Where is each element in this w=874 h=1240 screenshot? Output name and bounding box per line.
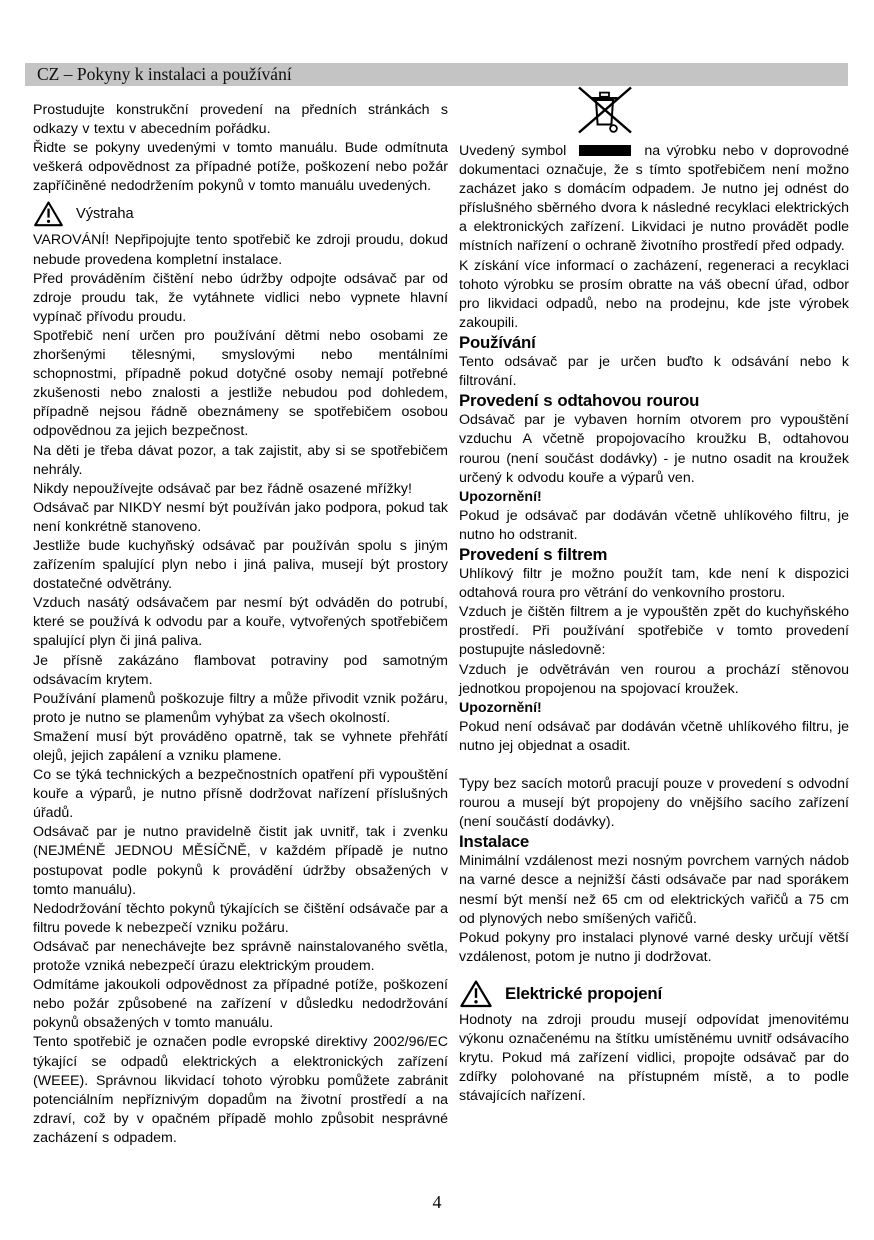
page-number: 4 bbox=[432, 1192, 442, 1212]
paragraph: Vzduch je odvětráván ven rourou a prochází stěnovou jednotkou propojenou na spojovací kroužek. bbox=[459, 661, 849, 697]
paragraph: Na děti je třeba dávat pozor, a tak zajistit, aby si se spotřebičem nehrály. bbox=[33, 442, 448, 478]
paragraph: Prostudujte konstrukční provedení na předních stránkách s odkazy v textu v abecedním pořádku. bbox=[33, 102, 448, 138]
paragraph: Odmítáme jakoukoli odpovědnost za případné potíže, poškození nebo požár způsobené na zařízení v důsledku nedodržování pokynů obsažených v tomto manuálu. bbox=[33, 977, 448, 1032]
warning-triangle-icon bbox=[459, 979, 493, 1009]
paragraph: Smažení musí být prováděno opatrně, tak se vyhnete přehřátí olejů, jejich zapálení a vzniku plamene. bbox=[33, 728, 448, 764]
left-column bbox=[33, 101, 448, 1148]
paragraph: Odsávač par je nutno pravidelně čistit jak uvnitř, tak i zvenku (NEJMÉNĚ JEDNOU MĚSÍČNĚ, v každém případě je nutno postupovat podle pokynů k provádění údržby obsažených v tomto manuálu). bbox=[33, 824, 448, 898]
section-heading-elektricke: Elektrické propojení bbox=[505, 983, 662, 1003]
paragraph: K získání více informací o zacházení, regeneraci a recyklaci tohoto výrobku se prosím obratte na váš obecní úřad, odbor pro likvidaci odpadů, nebo na prodejnu, kde jste výrobek zakoupili. bbox=[459, 257, 849, 331]
paragraph: Tento odsávač par je určen buďto k odsávání nebo k filtrování. bbox=[459, 354, 849, 390]
note-label: Upozornění! bbox=[459, 488, 542, 505]
paragraph: Spotřebič není určen pro používání dětmi nebo osobami ze zhoršenými tělesnými, smyslovými nebo mentálními schopnostmi, případně pokud dotyčné osoby nemají potřebné zkušenosti nebo znalosti a jestliže nebudou pod dohledem, případně nejsou řádně obeznámeny se spotřebičem osobou odpovědnou za jejich bezpečnost. bbox=[33, 327, 448, 440]
paragraph: Nedodržování těchto pokynů týkajících se čištění odsávače par a filtru povede k nebezpečí vzniku požáru. bbox=[33, 900, 448, 936]
section-heading-instalace: Instalace bbox=[459, 832, 530, 852]
paragraph: Typy bez sacích motorů pracují pouze v provedení s odvodní rourou a musejí být propojeny do vnějšího sacího zařízení (není součástí dodávky). bbox=[459, 776, 849, 831]
paragraph: Před prováděním čištění nebo údržby odpojte odsávač par od zdroje proudu tak, že vytáhnete vidlici nebo vypnete hlavní vypínač přívodu proudu. bbox=[33, 270, 448, 325]
paragraph: Je přísně zakázáno flambovat potraviny pod samotným odsávacím krytem. bbox=[33, 652, 448, 688]
paragraph: Pokud není odsávač par dodáván včetně uhlíkového filtru, je nutno jej objednat a osadit. bbox=[459, 718, 849, 754]
section-heading-odtahova-roura: Provedení s odtahovou rourou bbox=[459, 391, 700, 411]
black-bar-symbol bbox=[579, 145, 631, 156]
paragraph: Co se týká technických a bezpečnostních opatření při vypouštění kouře a výparů, je nutno přísně dodržovat nařízení příslušných úřadů. bbox=[33, 767, 448, 822]
section-heading-filtr: Provedení s filtrem bbox=[459, 544, 608, 564]
warning-label: Výstraha bbox=[76, 205, 134, 222]
paragraph: VAROVÁNÍ! Nepřipojujte tento spotřebič ke zdroji proudu, dokud nebude provedena kompletní instalace. bbox=[33, 232, 448, 268]
paragraph: Odsávač par NIKDY nesmí být používán jako podpora, pokud tak není konkrétně stanoveno. bbox=[33, 499, 448, 535]
paragraph: Jestliže bude kuchyňský odsávač par používán spolu s jiným zařízením spalující plyn nebo i jiná paliva, musejí být prostory dostatečné odvětrány. bbox=[33, 537, 448, 593]
paragraph: Vzduch je čištěn filtrem a je vypouštěn zpět do kuchyňského prostředí. Při používání spotřebiče v tomto provedení postupujte následovně: bbox=[459, 604, 849, 659]
paragraph: Hodnoty na zdroji proudu musejí odpovídat jmenovitému výkonu označenému na štítku umístěnému uvnitř odsávacího krytu. Pokud má zařízení vidlici, propojte odsávač par do zdířky polohované na přístupném místě, a to podle stávajících nařízení. bbox=[459, 1011, 849, 1105]
weee-paragraph-prefix: Uvedený symbol bbox=[459, 143, 567, 159]
paragraph: Pokud pokyny pro instalaci plynové varné desky určují větší vzdálenost, potom je nutno ji dodržovat. bbox=[459, 929, 849, 965]
weee-paragraph-suffix: na výrobku nebo v doprovodné dokumentaci označuje, že s tímto spotřebičem není možno zacházet jako s domácím odpadem. Je nutno jej odnést do příslušného sběrného dvora k následné recyklaci elektrických a elektronických zařízení. Likvidaci je nutno provádět podle místních nařízení o ochraně životního prostředí před odpady. bbox=[459, 143, 849, 255]
weee-crossed-bin-icon bbox=[571, 86, 849, 138]
right-column bbox=[459, 86, 849, 1106]
page-header-bar bbox=[25, 63, 848, 86]
electrical-heading-row bbox=[459, 979, 849, 1009]
paragraph: Používání plamenů poškozuje filtry a může přivodit vznik požáru, proto je nutno se plamenům vyhýbat za všech okolností. bbox=[33, 690, 448, 726]
paragraph: Tento spotřebič je označen podle evropské direktivy 2002/96/EC týkající se odpadů elektrických a elektronických zařízení (WEEE). Správnou likvidací tohoto výrobku pomůžete zabránit potenciálním nepříznivým dopadům na životní prostředí a na zdraví, což by v opačném případě mohlo způsobit nesprávné zacházení s odpadem. bbox=[33, 1034, 448, 1146]
paragraph: Pokud je odsávač par dodáván včetně uhlíkového filtru, je nutno ho odstranit. bbox=[459, 507, 849, 543]
paragraph: Řidte se pokyny uvedenými v tomto manuálu. Bude odmítnuta veškerá odpovědnost za případné potíže, poškození nebo požár zapříčiněné nedodržením pokynů v tomto manuálu uvedených. bbox=[33, 140, 448, 195]
paragraph: Odsávač par nenechávejte bez správně nainstalovaného světla, protože vzniká nebezpečí úrazu elektrickým proudem. bbox=[33, 938, 448, 975]
paragraph: Odsávač par je vybaven horním otvorem pro vypouštění vzduchu A včetně propojovacího kroužku B, odtahovou rourou (není součást dodávky) - je nutno osadit na kroužek určený k odvodu kouře a výparů ven. bbox=[459, 412, 849, 486]
warning-triangle-icon bbox=[33, 200, 64, 228]
paragraph: Minimální vzdálenost mezi nosným povrchem varných nádob na varné desce a nejnižší části odsávače par nad sporákem nesmí být menší než 65 cm od elektrických vařičů a 75 cm od plynových nebo smíšených vařičů. bbox=[459, 853, 849, 927]
paragraph: Uhlíkový filtr je možno použít tam, kde není k dispozici odtahová roura pro větrání do venkovního prostoru. bbox=[459, 566, 849, 602]
page-title: CZ – Pokyny k instalaci a používání bbox=[37, 64, 292, 84]
section-heading-pouzivani: Používání bbox=[459, 332, 536, 352]
warning-row bbox=[33, 196, 448, 231]
paragraph: Vzduch nasátý odsávačem par nesmí být odváděn do potrubí, které se používá k odvodu par a kouře, vytvořených spotřebičem spalující plyn či jiná paliva. bbox=[33, 595, 448, 650]
note-label: Upozornění! bbox=[459, 699, 542, 716]
weee-paragraph bbox=[459, 142, 849, 257]
paragraph: Nikdy nepoužívejte odsávač par bez řádně osazené mřížky! bbox=[33, 480, 412, 497]
